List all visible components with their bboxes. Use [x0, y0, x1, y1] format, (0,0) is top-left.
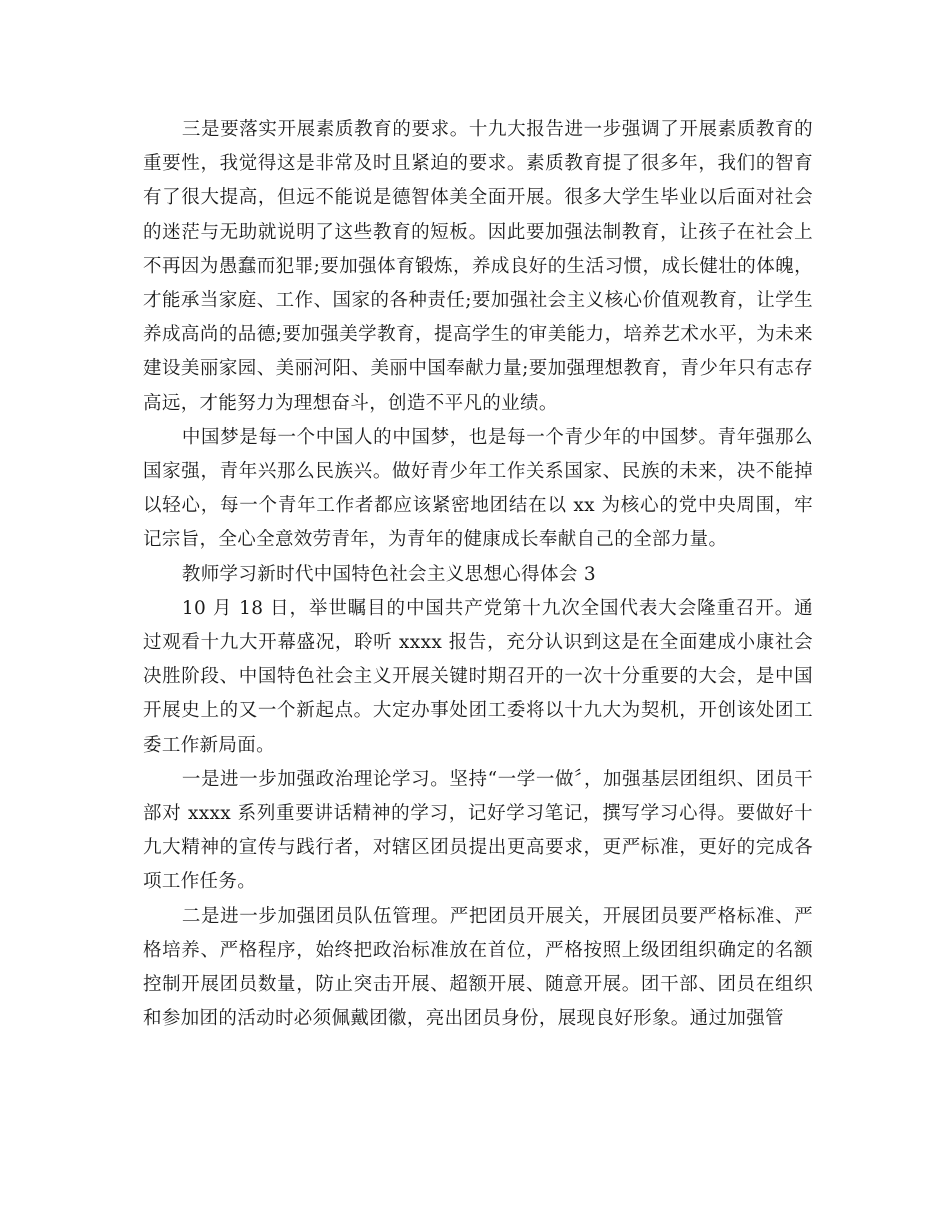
paragraph-member-management: 二是进一步加强团员队伍管理。严把团员开展关，开展团员要严格标准、严格培养、严格程序，始终把政治标准放在首位，严格按照上级团组织确定的名额控制开展团员数量，防止突击开展、超额开展、随意开展。团干部、团员在组织和参加团的活动时必须佩戴团徽，亮出团员身份，展现良好形象。通过加强管: [143, 905, 813, 1030]
paragraph-china-dream: 中国梦是每一个中国人的中国梦，也是每一个青少年的中国梦。青年强那么国家强，青年兴那么民族兴。做好青少年工作关系国家、民族的未来，决不能掉以轻心，每一个青年工作者都应该紧密地团结在以 xx 为核心的党中央周围，牢记宗旨，全心全意效劳青年，为青年的健康成长奉献自己的全部力量。: [143, 426, 813, 551]
paragraph-quality-education: 三是要落实开展素质教育的要求。十九大报告进一步强调了开展素质教育的重要性，我觉得这是非常及时且紧迫的要求。素质教育提了很多年，我们的智育有了很大提高，但远不能说是德智体美全面开展。很多大学生毕业以后面对社会的迷茫与无助就说明了这些教育的短板。因此要加强法制教育，让孩子在社会上不再因为愚蠢而犯罪;要加强体育锻炼，养成良好的生活习惯，成长健壮的体魄，才能承当家庭、工作、国家的各种责任;要加强社会主义核心价值观教育，让学生养成高尚的品德;要加强美学教育，提高学生的审美能力，培养艺术水平，为未来建设美丽家园、美丽河阳、美丽中国奉献力量;要加强理想教育，青少年只有志存高远，才能努力为理想奋斗，创造不平凡的业绩。: [143, 119, 813, 414]
paragraph-congress-opening: 10 月 18 日，举世瞩目的中国共产党第十九次全国代表大会隆重召开。通过观看十九大开幕盛况，聆听 xxxx 报告，充分认识到这是在全面建成小康社会决胜阶段、中国特色社会主义开展关键时期召开的一次十分重要的大会，是中国开展史上的又一个新起点。大定办事处团工委将以十九大为契机，开创该处团工委工作新局面。: [143, 597, 813, 756]
paragraph-political-theory: 一是进一步加强政治理论学习。坚持“一学一做〞，加强基层团组织、团员干部对 xxxx 系列重要讲话精神的学习，记好学习笔记，撰写学习心得。要做好十九大精神的宣传与践行者，对辖区团员提出更高要求，更严标准，更好的完成各项工作任务。: [143, 768, 813, 893]
section-heading: 教师学习新时代中国特色社会主义思想心得体会 3: [181, 563, 597, 585]
document-body: [143, 113, 813, 1036]
